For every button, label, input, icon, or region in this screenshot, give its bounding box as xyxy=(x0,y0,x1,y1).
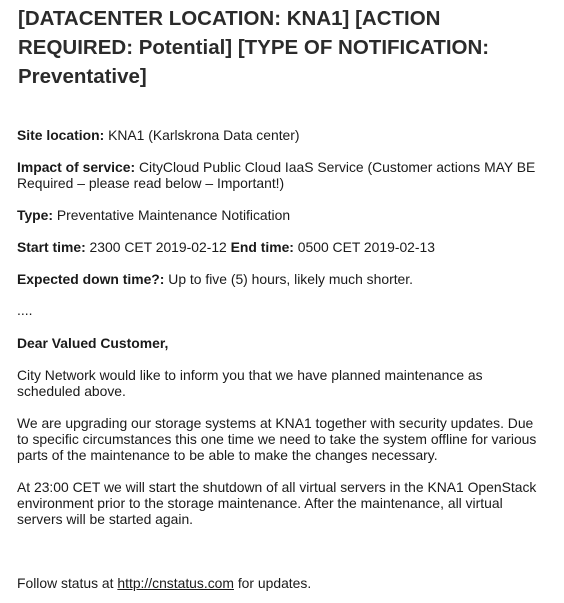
start-time-label: Start time: xyxy=(17,239,86,255)
impact-value: CityCloud Public Cloud IaaS Service (Customer actions MAY BE Required – please read below – Important!) xyxy=(17,159,536,191)
paragraph-3: At 23:00 CET we will start the shutdown of all virtual servers in the KNA1 OpenStack environment prior to the storage maintenance. After the maintenance, all virtual servers will be started again. xyxy=(17,479,537,527)
downtime-label: Expected down time?: xyxy=(17,271,165,287)
follow-prefix: Follow status at xyxy=(17,575,118,591)
greeting: Dear Valued Customer, xyxy=(17,335,169,351)
type-line xyxy=(17,207,547,223)
downtime-value: Up to five (5) hours, likely much shorter. xyxy=(164,271,414,287)
downtime-line xyxy=(17,271,547,287)
site-location-label: Site location: xyxy=(17,127,105,143)
start-time-value: 2300 CET 2019-02-12 xyxy=(85,239,231,255)
end-time-value: 0500 CET 2019-02-13 xyxy=(293,239,435,255)
paragraph-2: We are upgrading our storage systems at KNA1 together with security updates. Due to specific circumstances this one time we need to take the system offline for various parts of the maintenance to be able to make the changes necessary. xyxy=(17,415,537,463)
impact-label: Impact of service: xyxy=(17,159,136,175)
paragraph-1: City Network would like to inform you that we have planned maintenance as scheduled above. xyxy=(17,367,483,399)
impact-line xyxy=(17,159,547,191)
follow-status-line xyxy=(17,575,547,591)
type-label: Type: xyxy=(17,207,54,223)
separator: .... xyxy=(17,302,33,318)
type-value: Preventative Maintenance Notification xyxy=(53,207,291,223)
time-line xyxy=(17,239,547,255)
email-title: [DATACENTER LOCATION: KNA1] [ACTION REQUIRED: Potential] [TYPE OF NOTIFICATION: Preventative] xyxy=(18,7,490,88)
status-link[interactable]: http://cnstatus.com xyxy=(117,575,234,591)
end-time-label: End time: xyxy=(230,239,294,255)
follow-suffix: for updates. xyxy=(233,575,312,591)
site-location-line xyxy=(17,127,547,143)
site-location-value: KNA1 (Karlskrona Data center) xyxy=(104,127,300,143)
